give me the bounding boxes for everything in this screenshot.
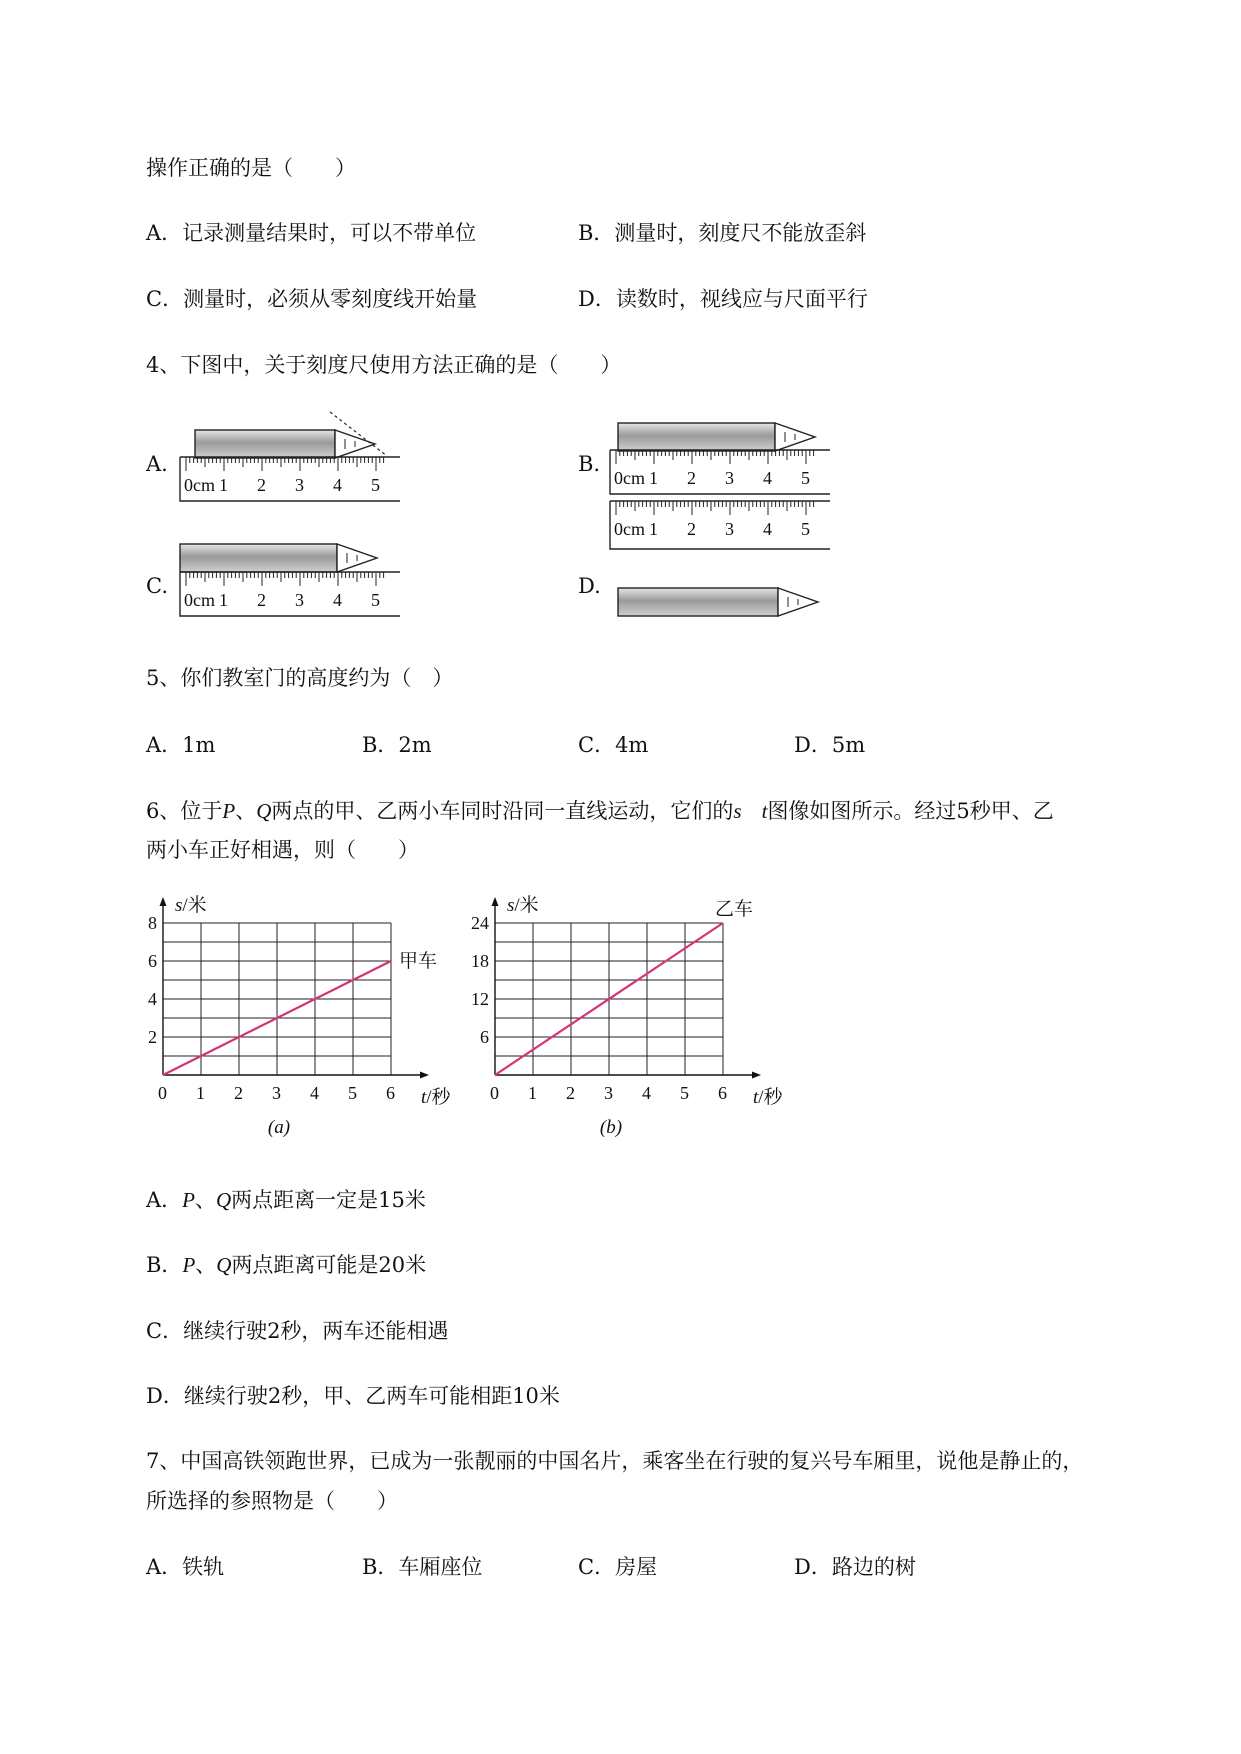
q6-stem-part: 两点的甲、乙两小车同时沿同一直线运动，它们的 (271, 799, 734, 823)
ruler-tick-label: 5 (371, 590, 380, 610)
ruler-tick-label: 2 (257, 475, 266, 495)
series-line (495, 923, 723, 1075)
q6-sep: 、 (195, 1253, 217, 1277)
point-q: Q (216, 1188, 232, 1212)
graph-caption: (b) (599, 1117, 623, 1138)
ruler-tick-label: 0cm (614, 468, 645, 488)
q4-option-d-label[interactable]: D. (578, 574, 601, 598)
q6-stem-line2: 两小车正好相遇，则（ ） (146, 838, 419, 862)
x-tick-label: 3 (604, 1083, 613, 1103)
y-tick-label: 12 (471, 989, 489, 1009)
x-axis-label: t/秒 (421, 1087, 451, 1108)
point-p: P (182, 1253, 196, 1277)
q4-option-a-label[interactable]: A. (146, 452, 168, 476)
x-axis-label: t/秒 (753, 1087, 783, 1108)
q6-stem-part: 图像如图所示。经过5秒甲、乙 (767, 799, 1054, 823)
ruler-tick-label: 0cm (184, 590, 215, 610)
point-p: P (182, 1188, 195, 1212)
y-tick-label: 6 (148, 951, 157, 971)
q7-option-a[interactable]: A．铁轨 (146, 1555, 225, 1579)
y-tick-label: 6 (480, 1027, 489, 1047)
ruler-edge (180, 572, 400, 616)
y-axis-arrow (160, 897, 167, 906)
y-tick-label: 18 (471, 951, 489, 971)
ruler-tick-label: 5 (801, 468, 810, 488)
q5-stem: 5、你们教室门的高度约为（ ） (146, 666, 454, 690)
x-tick-label: 0 (158, 1083, 167, 1103)
ruler-figure-c (180, 544, 400, 616)
ruler-tick-label: 0cm (184, 475, 215, 495)
ruler-tick-label: 2 (687, 468, 696, 488)
ruler-tick-label: 2 (687, 519, 696, 539)
ruler-tick-label: 5 (801, 519, 810, 539)
x-tick-label: 2 (234, 1083, 243, 1103)
ruler-tick-label: 3 (295, 590, 304, 610)
x-tick-label: 5 (680, 1083, 689, 1103)
x-tick-label: 3 (272, 1083, 281, 1103)
ruler-tick-label: 3 (725, 468, 734, 488)
pencil-body (618, 588, 778, 616)
q3-option-b[interactable]: B．测量时，刻度尺不能放歪斜 (578, 221, 867, 245)
ruler-tick-label: 4 (763, 519, 772, 539)
ruler-edge (610, 450, 830, 494)
pencil-tip (335, 430, 375, 458)
x-tick-label: 5 (348, 1083, 357, 1103)
q5-option-c[interactable]: C．4m (578, 733, 649, 757)
q6-a-prefix: A． (146, 1188, 183, 1212)
ruler-tick-label: 1 (219, 590, 228, 610)
point-p: P (222, 799, 236, 823)
q6-b-text: 两点距离可能是20米 (231, 1253, 427, 1277)
y-tick-label: 8 (148, 913, 157, 933)
q5-option-a[interactable]: A．1m (146, 733, 216, 757)
x-tick-label: 1 (196, 1083, 205, 1103)
q6-option-a[interactable] (146, 1186, 426, 1214)
q7-option-d[interactable]: D．路边的树 (794, 1555, 916, 1579)
ruler-tick-label: 3 (725, 519, 734, 539)
ruler-tick-label: 4 (333, 590, 342, 610)
x-tick-label: 6 (718, 1083, 727, 1103)
series-label: 乙车 (715, 899, 754, 920)
y-axis-label: s/米 (175, 895, 207, 916)
sight-line (330, 412, 387, 456)
series-line (163, 961, 391, 1075)
y-axis-label: s/米 (507, 895, 539, 916)
pencil-body (195, 430, 335, 458)
q6-stem (146, 797, 1054, 825)
graph-caption: (a) (267, 1117, 291, 1138)
q7-option-c[interactable]: C．房屋 (578, 1555, 658, 1579)
q6-sep: 、 (235, 799, 257, 823)
x-tick-label: 4 (642, 1083, 651, 1103)
ruler-tick-label: 1 (649, 519, 658, 539)
pencil-tip (337, 544, 377, 572)
x-tick-label: 4 (310, 1083, 319, 1103)
q6-stem-part: 6、位于 (146, 799, 223, 823)
x-tick-label: 6 (386, 1083, 395, 1103)
ruler-tick-label: 1 (219, 475, 228, 495)
ruler-figure-a (180, 412, 400, 501)
y-tick-label: 24 (471, 913, 489, 933)
st-graph-a (148, 894, 452, 1138)
ruler-tick-label: 5 (371, 475, 380, 495)
ruler-figure-d (610, 501, 830, 616)
y-tick-label: 4 (148, 989, 157, 1009)
x-axis-arrow (420, 1072, 429, 1079)
x-tick-label: 0 (490, 1083, 499, 1103)
y-axis-arrow (492, 897, 499, 906)
ruler-edge (610, 501, 830, 549)
q6-a-text: 两点距离一定是15米 (231, 1188, 426, 1212)
q3-stem: 操作正确的是（ ） (146, 156, 356, 180)
ruler-tick-label: 0cm (614, 519, 645, 539)
series-label: 甲车 (399, 951, 438, 972)
x-tick-label: 1 (528, 1083, 537, 1103)
q7-stem-line2: 所选择的参照物是（ ） (146, 1489, 398, 1513)
q4-option-c-label[interactable]: C. (146, 574, 168, 598)
q5-option-b[interactable]: B．2m (362, 733, 432, 757)
x-axis-arrow (752, 1072, 761, 1079)
q6-option-d[interactable]: D．继续行驶2秒，甲、乙两车可能相距10米 (146, 1384, 560, 1408)
ruler-tick-label: 4 (763, 468, 772, 488)
q6-option-c[interactable]: C．继续行驶2秒，两车还能相遇 (146, 1319, 449, 1343)
point-q: Q (256, 799, 272, 823)
y-tick-label: 2 (148, 1027, 157, 1047)
st-graph-b (471, 894, 784, 1138)
pencil-body (180, 544, 337, 572)
pencil-tip (778, 588, 818, 616)
q4-option-b-label[interactable]: B. (578, 452, 601, 476)
var-t: t (761, 799, 768, 823)
q6-b-prefix: B． (146, 1253, 183, 1277)
pencil-tip (775, 423, 815, 451)
ruler-tick-label: 4 (333, 475, 342, 495)
q7-option-b[interactable]: B．车厢座位 (362, 1555, 483, 1579)
q3-option-c[interactable]: C．测量时，必须从零刻度线开始量 (146, 287, 478, 311)
ruler-edge (180, 457, 400, 501)
var-s: s (733, 799, 742, 823)
ruler-tick-label: 1 (649, 468, 658, 488)
q5-option-d[interactable]: D．5m (794, 733, 866, 757)
ruler-tick-label: 2 (257, 590, 266, 610)
q3-option-a[interactable]: A．记录测量结果时，可以不带单位 (146, 221, 477, 245)
pencil-body (618, 423, 775, 451)
q4-stem: 4、下图中，关于刻度尺使用方法正确的是（ ） (146, 353, 622, 377)
point-q: Q (216, 1253, 232, 1277)
q7-stem: 7、中国高铁领跑世界，已成为一张靓丽的中国名片，乘客坐在行驶的复兴号车厢里，说他是静止的， (146, 1449, 1084, 1473)
ruler-tick-label: 3 (295, 475, 304, 495)
q3-option-d[interactable]: D．读数时，视线应与尺面平行 (578, 287, 868, 311)
q6-option-b[interactable] (146, 1251, 426, 1279)
x-tick-label: 2 (566, 1083, 575, 1103)
ruler-figure-b (610, 423, 830, 494)
q6-sep: 、 (195, 1188, 216, 1212)
